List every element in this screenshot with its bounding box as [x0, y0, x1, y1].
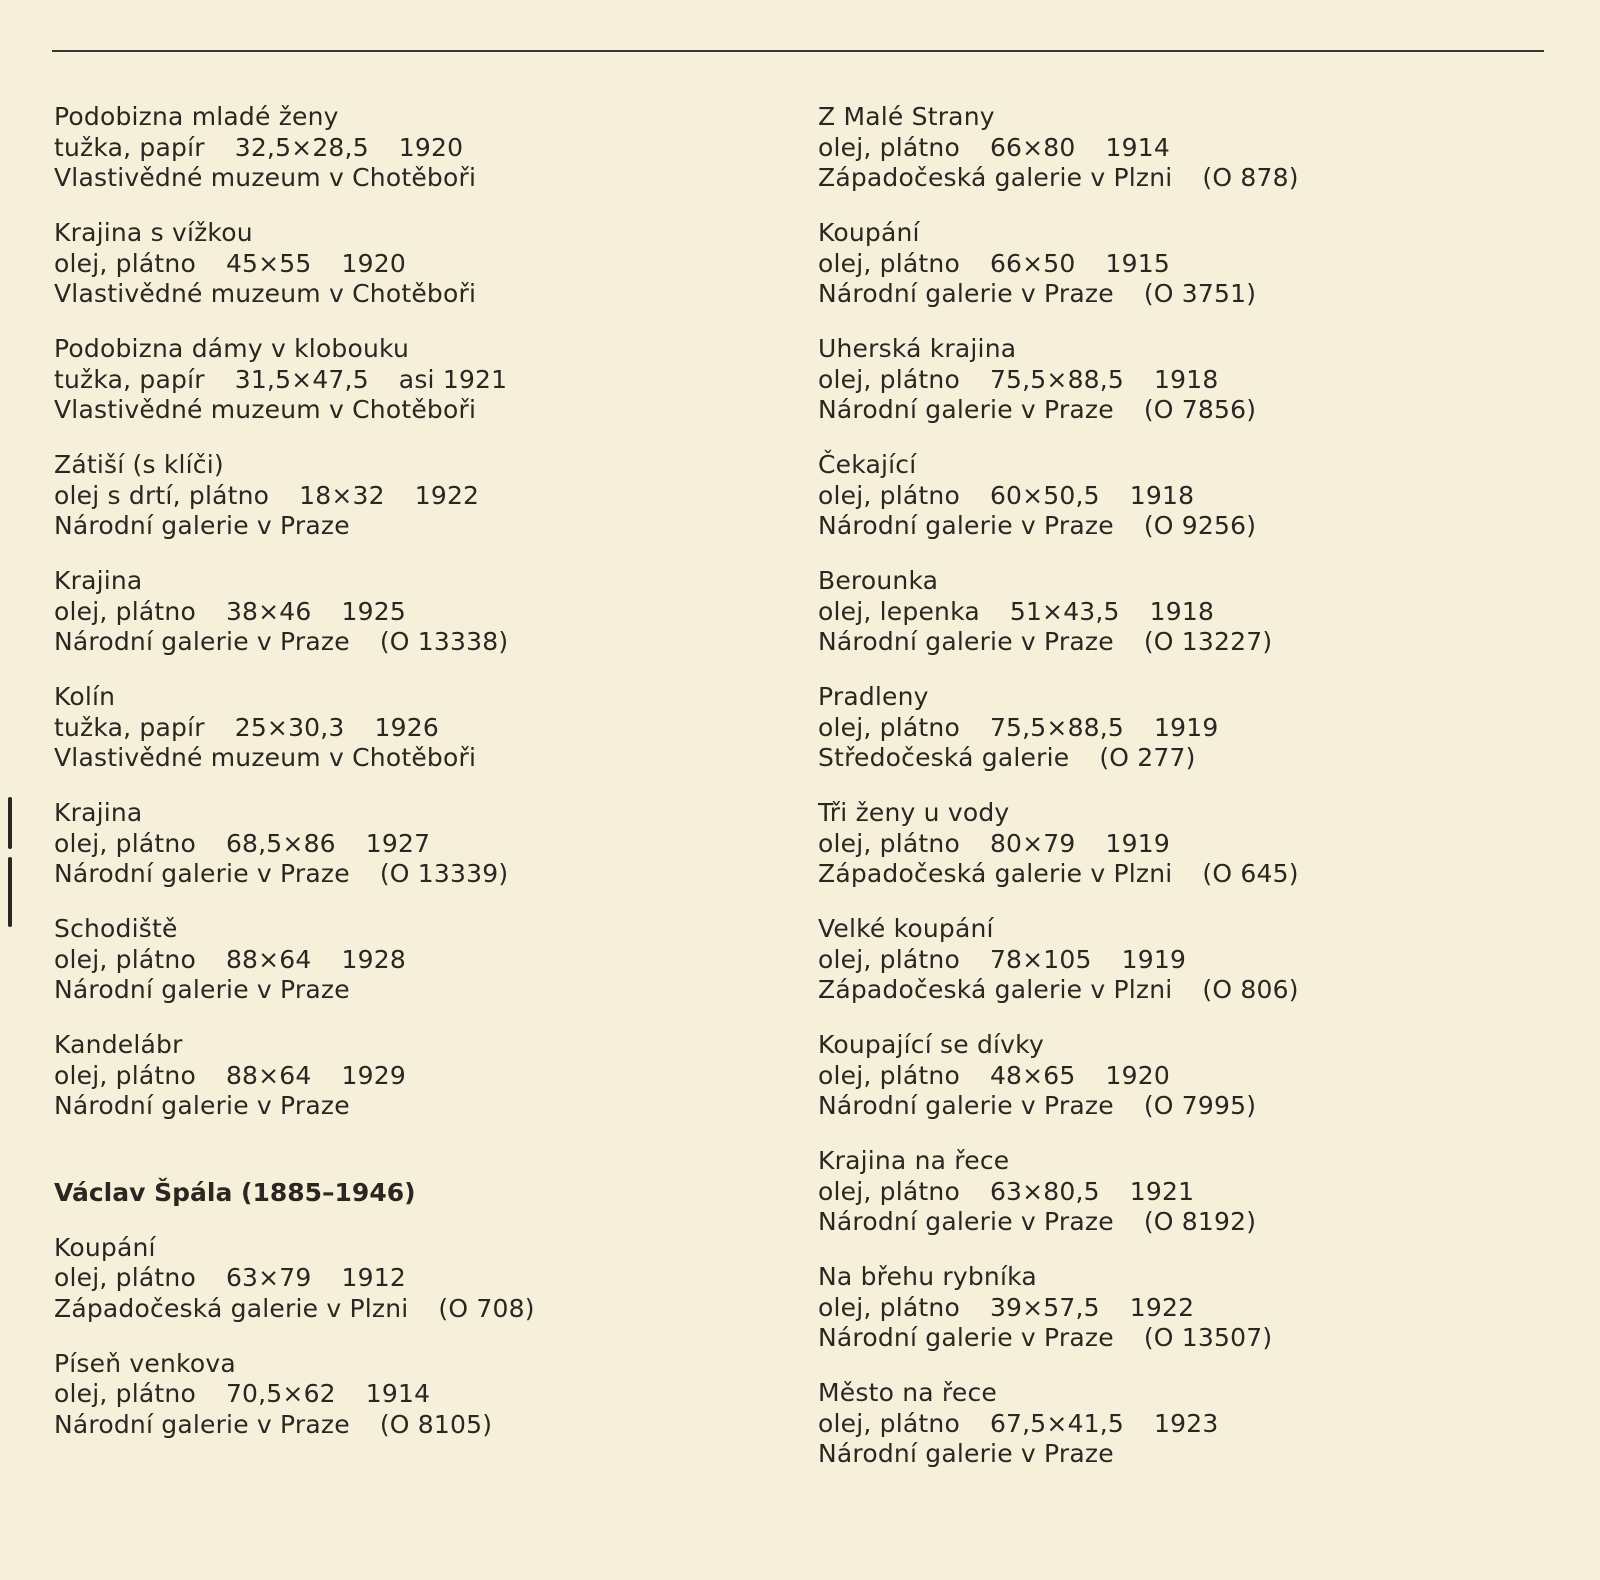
entry-details	[54, 713, 794, 744]
top-rule	[52, 50, 1544, 52]
entry-location: Vlastivědné muzeum v Chotěboři	[54, 163, 477, 192]
entry-medium: olej, plátno	[54, 248, 196, 278]
entry-year: 1921	[1129, 1176, 1195, 1206]
entry-title: Tři ženy u vody	[818, 798, 1010, 827]
entry-details	[54, 249, 794, 280]
entry-size: 51×43,5	[1009, 596, 1120, 626]
catalog-entry	[818, 450, 1558, 542]
entry-medium: olej, lepenka	[818, 596, 980, 626]
right-column	[818, 102, 1558, 1494]
entry-year: 1926	[374, 712, 439, 742]
entry-size: 78×105	[989, 944, 1092, 974]
entry-inventory: (O 8105)	[379, 1409, 493, 1439]
entry-details	[818, 829, 1558, 860]
entry-title: Píseň venkova	[54, 1348, 236, 1378]
catalog-entry	[54, 218, 794, 310]
entry-year: 1918	[1154, 364, 1219, 394]
entry-inventory: (O 806)	[1202, 975, 1299, 1004]
entry-details	[818, 249, 1558, 280]
entry-year: 1929	[341, 1060, 406, 1090]
entry-location-line	[818, 395, 1558, 426]
entry-year: 1925	[341, 596, 406, 626]
entry-medium: tužka, papír	[54, 364, 205, 394]
entry-location-line	[818, 743, 1558, 774]
entry-size: 32,5×28,5	[234, 132, 369, 162]
artist-heading: Václav Špála (1885–1946)	[54, 1177, 416, 1207]
entry-details	[54, 481, 794, 512]
catalog-entry	[818, 218, 1558, 310]
entry-details	[818, 945, 1558, 976]
entry-location: Národní galerie v Praze	[818, 1207, 1114, 1236]
entry-medium: olej, plátno	[54, 828, 196, 858]
entry-size: 88×64	[225, 1060, 312, 1090]
entry-size: 18×32	[299, 480, 385, 510]
entry-size: 63×79	[225, 1263, 312, 1292]
entry-size: 66×80	[989, 132, 1076, 162]
catalog-entry	[818, 682, 1558, 774]
entry-size: 66×50	[989, 248, 1076, 278]
entry-details	[818, 365, 1558, 396]
entry-location-line	[818, 163, 1558, 194]
entry-medium: olej, plátno	[54, 1379, 196, 1408]
entry-details	[54, 365, 794, 396]
entry-location: Západočeská galerie v Plzni	[818, 859, 1173, 888]
entry-title: Kandelábr	[54, 1030, 183, 1059]
entry-location: Národní galerie v Praze	[818, 511, 1114, 540]
entry-location-line	[818, 627, 1558, 658]
entry-size: 39×57,5	[989, 1292, 1100, 1322]
entry-location: Národní galerie v Praze	[54, 627, 350, 656]
entry-inventory: (O 8192)	[1143, 1207, 1257, 1236]
entry-location-line	[54, 627, 794, 658]
entry-medium: tužka, papír	[54, 132, 205, 162]
entry-medium: olej, plátno	[54, 596, 196, 626]
entry-size: 38×46	[225, 596, 312, 626]
entry-inventory: (O 878)	[1202, 163, 1299, 192]
entry-medium: olej s drtí, plátno	[54, 480, 270, 510]
entry-size: 68,5×86	[225, 828, 336, 858]
entry-title: Město na řece	[818, 1378, 997, 1407]
entry-location-line	[54, 743, 794, 774]
catalog-entry	[54, 102, 794, 194]
entry-inventory: (O 277)	[1099, 743, 1196, 772]
entry-size: 63×80,5	[989, 1176, 1100, 1206]
entry-location-line	[818, 859, 1558, 890]
entry-title: Krajina	[54, 798, 143, 827]
entry-year: 1918	[1129, 480, 1195, 510]
entry-size: 60×50,5	[989, 480, 1100, 510]
entry-medium: olej, plátno	[54, 1263, 196, 1292]
entry-year: 1919	[1105, 828, 1170, 858]
entry-medium: olej, plátno	[818, 364, 960, 394]
entry-details	[818, 597, 1558, 628]
catalog-entry	[54, 334, 794, 426]
entry-title: Kolín	[54, 682, 116, 711]
catalog-entry	[54, 914, 794, 1006]
entry-location: Národní galerie v Praze	[818, 1091, 1114, 1120]
entry-medium: olej, plátno	[818, 248, 960, 278]
entry-title: Zátiší (s klíči)	[54, 450, 224, 479]
entry-title: Uherská krajina	[818, 334, 1017, 363]
entry-year: asi 1921	[398, 364, 508, 394]
entry-year: 1918	[1149, 596, 1215, 626]
margin-mark	[8, 857, 12, 927]
entry-location: Vlastivědné muzeum v Chotěboři	[54, 395, 477, 424]
entry-details	[54, 1379, 794, 1410]
entry-inventory: (O 7995)	[1143, 1091, 1257, 1120]
entry-location-line	[818, 1091, 1558, 1122]
entry-medium: olej, plátno	[54, 1060, 196, 1090]
entry-details	[818, 713, 1558, 744]
entry-year: 1920	[1105, 1060, 1170, 1090]
entry-details	[818, 1293, 1558, 1324]
entry-title: Velké koupání	[818, 914, 994, 943]
entry-year: 1923	[1154, 1408, 1219, 1438]
entry-inventory: (O 9256)	[1143, 511, 1257, 540]
entry-inventory: (O 3751)	[1143, 279, 1257, 308]
catalog-entry	[818, 798, 1558, 890]
entry-size: 75,5×88,5	[989, 712, 1125, 742]
entry-year: 1922	[414, 480, 480, 510]
entry-title: Koupání	[818, 218, 920, 247]
entry-medium: olej, plátno	[54, 944, 196, 974]
entry-year: 1915	[1105, 248, 1170, 278]
catalog-entry	[818, 1146, 1558, 1238]
catalog-entry	[54, 450, 794, 542]
catalog-entry	[818, 1262, 1558, 1354]
entry-location: Národní galerie v Praze	[54, 975, 350, 1004]
entry-medium: olej, plátno	[818, 828, 960, 858]
entry-title: Podobizna dámy v klobouku	[54, 334, 409, 363]
entry-medium: olej, plátno	[818, 1408, 960, 1438]
entry-location-line	[54, 1294, 794, 1325]
entry-details	[818, 481, 1558, 512]
entry-year: 1919	[1121, 944, 1187, 974]
catalog-entry	[818, 914, 1558, 1006]
catalog-entry	[818, 334, 1558, 426]
catalog-entry	[818, 1030, 1558, 1122]
entry-inventory: (O 708)	[438, 1293, 535, 1323]
entry-size: 25×30,3	[234, 712, 345, 742]
catalog-entry	[818, 566, 1558, 658]
catalog-entry	[54, 682, 794, 774]
entry-title: Berounka	[818, 566, 939, 595]
entry-location: Národní galerie v Praze	[54, 859, 350, 888]
entry-medium: olej, plátno	[818, 480, 960, 510]
entry-inventory: (O 13338)	[379, 627, 509, 656]
entry-year: 1922	[1129, 1292, 1195, 1322]
margin-mark	[8, 797, 12, 849]
entry-inventory: (O 13339)	[379, 859, 509, 888]
entry-medium: tužka, papír	[54, 712, 205, 742]
entry-details	[818, 1061, 1558, 1092]
entry-medium: olej, plátno	[818, 1060, 960, 1090]
catalog-entry	[54, 1030, 794, 1122]
entry-location-line	[54, 859, 794, 890]
entry-year: 1920	[341, 248, 406, 278]
left-column	[54, 102, 794, 1465]
catalog-entry	[54, 1349, 794, 1441]
catalog-entry	[54, 1233, 794, 1325]
entry-location-line	[818, 1207, 1558, 1238]
entry-location: Národní galerie v Praze	[818, 1439, 1114, 1468]
entry-details	[54, 945, 794, 976]
entry-medium: olej, plátno	[818, 712, 960, 742]
entry-inventory: (O 645)	[1202, 859, 1299, 888]
catalog-entry	[818, 1378, 1558, 1470]
entry-location-line	[54, 511, 794, 542]
entry-year: 1927	[365, 828, 431, 858]
entry-year: 1919	[1154, 712, 1219, 742]
entry-location: Národní galerie v Praze	[818, 279, 1114, 308]
entry-details	[818, 1177, 1558, 1208]
entry-location: Národní galerie v Praze	[818, 1323, 1114, 1352]
entry-details	[818, 1409, 1558, 1440]
entry-size: 67,5×41,5	[989, 1408, 1125, 1438]
entry-year: 1914	[365, 1379, 431, 1408]
entry-title: Schodiště	[54, 914, 178, 943]
entry-location-line	[54, 279, 794, 310]
entry-title: Na břehu rybníka	[818, 1262, 1037, 1291]
entry-year: 1912	[341, 1263, 406, 1292]
entry-location: Národní galerie v Praze	[818, 395, 1114, 424]
entry-location: Národní galerie v Praze	[818, 627, 1114, 656]
entry-inventory: (O 13507)	[1143, 1323, 1273, 1352]
entry-details	[54, 133, 794, 164]
entry-title: Pradleny	[818, 682, 929, 711]
entry-year: 1928	[341, 944, 406, 974]
entry-size: 45×55	[225, 248, 312, 278]
entry-location: Vlastivědné muzeum v Chotěboři	[54, 279, 477, 308]
entry-location: Západočeská galerie v Plzni	[818, 975, 1173, 1004]
entry-location: Západočeská galerie v Plzni	[54, 1293, 409, 1323]
entry-title: Krajina na řece	[818, 1146, 1010, 1175]
entry-year: 1920	[398, 132, 464, 162]
entry-size: 48×65	[989, 1060, 1076, 1090]
entry-details	[54, 1263, 794, 1294]
entry-details	[54, 829, 794, 860]
entry-title: Krajina s vížkou	[54, 218, 253, 247]
entry-size: 80×79	[989, 828, 1076, 858]
entry-location: Národní galerie v Praze	[54, 1409, 350, 1439]
entry-medium: olej, plátno	[818, 1176, 960, 1206]
entry-location-line	[818, 511, 1558, 542]
entry-location: Národní galerie v Praze	[54, 511, 350, 540]
entry-title: Čekající	[818, 450, 917, 479]
entry-details	[54, 597, 794, 628]
entry-details	[54, 1061, 794, 1092]
entry-location: Národní galerie v Praze	[54, 1091, 350, 1120]
entry-details	[818, 133, 1558, 164]
entry-location: Středočeská galerie	[818, 743, 1070, 772]
entry-location-line	[54, 1091, 794, 1122]
catalog-entry	[54, 566, 794, 658]
entry-location-line	[54, 395, 794, 426]
entry-title: Krajina	[54, 566, 143, 595]
entry-location: Vlastivědné muzeum v Chotěboři	[54, 743, 477, 772]
entry-size: 70,5×62	[225, 1379, 336, 1408]
entry-inventory: (O 13227)	[1143, 627, 1273, 656]
entry-title: Podobizna mladé ženy	[54, 102, 339, 131]
catalog-entry	[818, 102, 1558, 194]
entry-medium: olej, plátno	[818, 132, 960, 162]
entry-size: 75,5×88,5	[989, 364, 1125, 394]
entry-location-line	[54, 975, 794, 1006]
entry-location-line	[818, 1439, 1558, 1470]
entry-location-line	[818, 279, 1558, 310]
left-entries	[54, 102, 794, 1122]
entry-year: 1914	[1105, 132, 1170, 162]
entry-inventory: (O 7856)	[1143, 395, 1257, 424]
entry-title: Koupání	[54, 1232, 156, 1262]
entry-size: 31,5×47,5	[234, 364, 369, 394]
entry-location: Západočeská galerie v Plzni	[818, 163, 1173, 192]
entry-medium: olej, plátno	[818, 1292, 960, 1322]
catalog-entry	[54, 798, 794, 890]
entry-location-line	[54, 163, 794, 194]
entry-medium: olej, plátno	[818, 944, 960, 974]
artist-entries	[54, 1233, 794, 1441]
entry-location-line	[818, 1323, 1558, 1354]
entry-location-line	[54, 1410, 794, 1441]
entry-title: Z Malé Strany	[818, 102, 995, 131]
entry-size: 88×64	[225, 944, 312, 974]
right-entries	[818, 102, 1558, 1470]
entry-title: Koupající se dívky	[818, 1030, 1044, 1059]
entry-location-line	[818, 975, 1558, 1006]
